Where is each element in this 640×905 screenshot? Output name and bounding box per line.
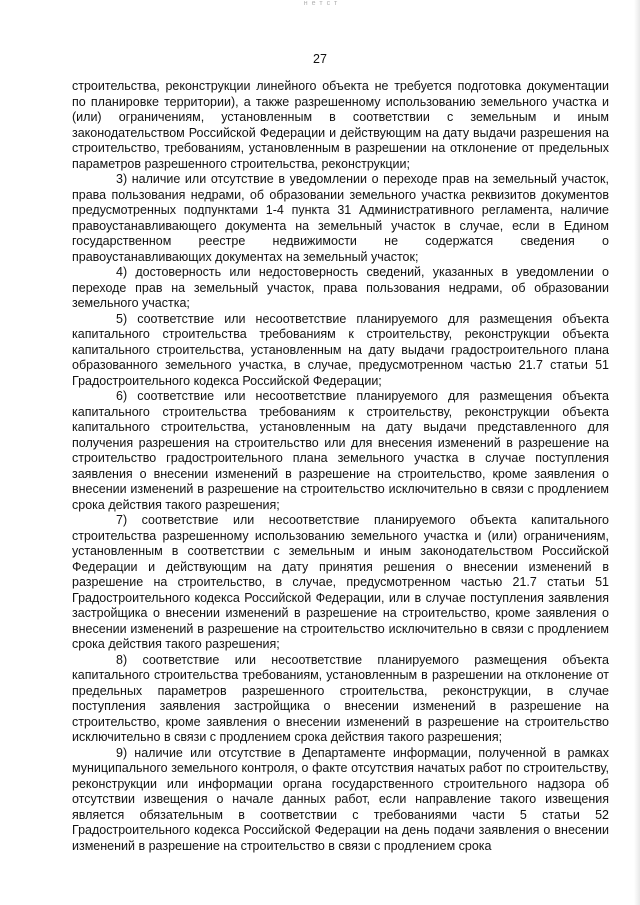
paragraph-continuation: строительства, реконструкции линейного объекта не требуется подготовка документации по планировке территории), а также разрешенному использованию земельного участка и (или) ограничениям, установленным в соответствии с земельным и иным законодательством Российской Федерации и действующим на дату выдачи разрешения на строительство, требованиям, установленным в разрешении на отклонение от предельных параметров разрешенного строительства, реконструкции; bbox=[72, 79, 609, 171]
paragraph-item-7: 7) соответствие или несоответствие планируемого объекта капитального строительства разрешенному использованию земельного участка и (или) ограничениям, установленным в соответствии с земельным и иным законодательством Российской Федерации и действующим на дату принятия решения о внесении изменений в разрешение на строительство, в случае, предусмотренном частью 21.7 статьи 51 Градостроительного кодекса Российской Федерации, или в случае поступления заявления застройщика о внесении изменений в разрешение на строительство, кроме заявления о внесении изменений в разрешение на строительство исключительно в связи с продлением срока действия такого разрешения; bbox=[72, 513, 609, 651]
paragraph-item-3: 3) наличие или отсутствие в уведомлении о переходе прав на земельный участок, права пользования недрами, об образовании земельного участка реквизитов документов предусмотренных подпунктами 1-4 пункта 31 Административного регламента, наличие правоустанавливающего документа на земельный участок в случае, если в Едином государственном реестре недвижимости не содержатся сведения о правоустанавливающих документах на земельный участок; bbox=[72, 172, 609, 264]
scan-edge bbox=[634, 0, 640, 905]
paragraph-item-9: 9) наличие или отсутствие в Департаменте информации, полученной в рамках муниципального земельного контроля, о факте отсутствия начатых работ по строительству, реконструкции или информации органа государственного строительного надзора об отсутствии извещения о начале данных работ, если направление такого извещения является обязательным в соответствии с требованиями части 5 статьи 52 Градостроительного кодекса Российской Федерации на день подачи заявления о внесении изменений в разрешение на строительство в связи с продлением срока bbox=[72, 745, 609, 853]
paragraph-item-4: 4) достоверность или недостоверность сведений, указанных в уведомлении о переходе прав на земельный участок, права пользования недрами, об образовании земельного участка; bbox=[72, 265, 609, 310]
page-number: 27 bbox=[313, 52, 327, 66]
body-text bbox=[72, 79, 609, 854]
paragraph-item-8: 8) соответствие или несоответствие планируемого размещения объекта капитального строительства требованиям, установленным в разрешении на отклонение от предельных параметров разрешенного строительства, реконструкции, в случае поступления заявления застройщика о внесении изменений в разрешение на строительство, кроме заявления о внесении изменений в разрешение на строительство исключительно в связи с продлением срока действия такого разрешения; bbox=[72, 652, 609, 744]
scan-stamp: н е т с т bbox=[303, 0, 339, 7]
paragraph-item-6: 6) соответствие или несоответствие планируемого для размещения объекта капитального строительства требованиям к строительству, реконструкции объекта капитального строительства, установленным на дату выдачи представленного для получения разрешения на строительство или для внесения изменений в разрешение на строительство градостроительного плана земельного участка в случае поступления заявления о внесении изменений в разрешение на строительство, кроме заявления о внесении изменений в разрешение на строительство исключительно в связи с продлением срока действия такого разрешения; bbox=[72, 389, 609, 512]
paragraph-item-5: 5) соответствие или несоответствие планируемого для размещения объекта капитального строительства требованиям к строительству, реконструкции объекта капитального строительства, установленным на дату выдачи градостроительного плана образованного земельного участка, в случае, предусмотренном частью 21.7 статьи 51 Градостроительного кодекса Российской Федерации; bbox=[72, 311, 609, 388]
